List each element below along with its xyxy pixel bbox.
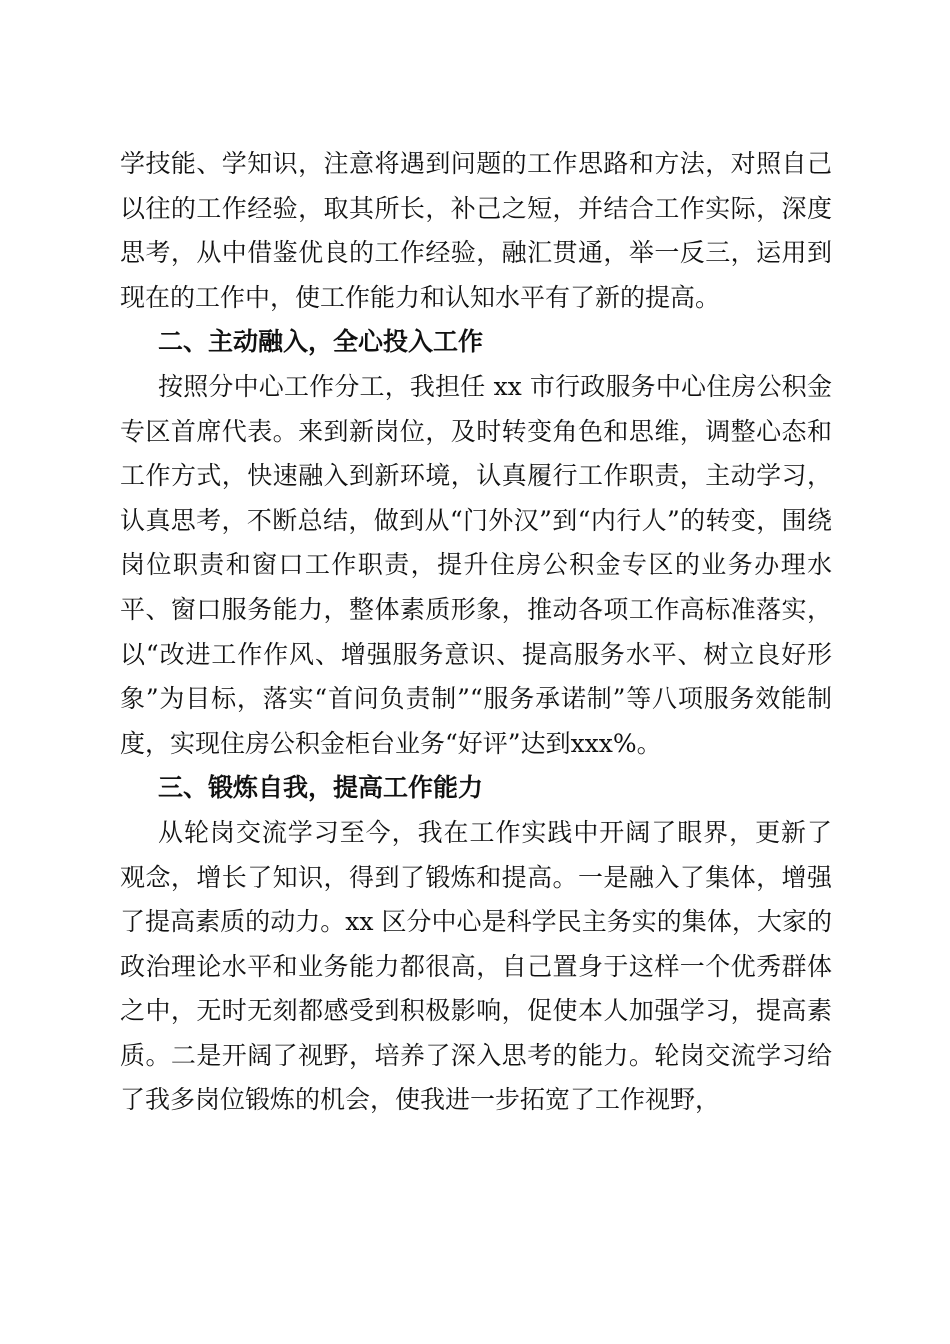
- paragraph-section-3: 从轮岗交流学习至今，我在工作实践中开阔了眼界，更新了观念，增长了知识，得到了锻炼和提高。一是融入了集体，增强了提高素质的动力。xx 区分中心是科学民主务实的集体，大家的政治理论水平和业务能力都很高，自己置身于这样一个优秀群体之中，无时无刻都感受到积极影响，促使本人加强学习，提高素质。二是开阔了视野，培养了深入思考的能力。轮岗交流学习给了我多岗位锻炼的机会，使我进一步拓宽了工作视野，: [120, 817, 832, 1115]
- section-heading-3: 三、锻炼自我，提高工作能力: [158, 773, 484, 803]
- paragraph-continued-learning: 学技能、学知识，注意将遇到问题的工作思路和方法，对照自己以往的工作经验，取其所长，补己之短，并结合工作实际，深度思考，从中借鉴优良的工作经验，融汇贯通，举一反三，运用到现在的工作中，使工作能力和认知水平有了新的提高。: [120, 149, 832, 312]
- section-heading-2: 二、主动融入，全心投入工作: [158, 327, 484, 357]
- document-body: [120, 142, 832, 1123]
- paragraph-section-2: 按照分中心工作分工，我担任 xx 市行政服务中心住房公积金专区首席代表。来到新岗位，及时转变角色和思维，调整心态和工作方式，快速融入到新环境，认真履行工作职责，主动学习，认真思考，不断总结，做到从“门外汉”到“内行人”的转变，围绕岗位职责和窗口工作职责，提升住房公积金专区的业务办理水平、窗口服务能力，整体素质形象，推动各项工作高标准落实，以“改进工作作风、增强服务意识、提高服务水平、树立良好形象”为目标，落实“首问负责制”“服务承诺制”等八项服务效能制度，实现住房公积金柜台业务“好评”达到xxx%。: [120, 371, 832, 758]
